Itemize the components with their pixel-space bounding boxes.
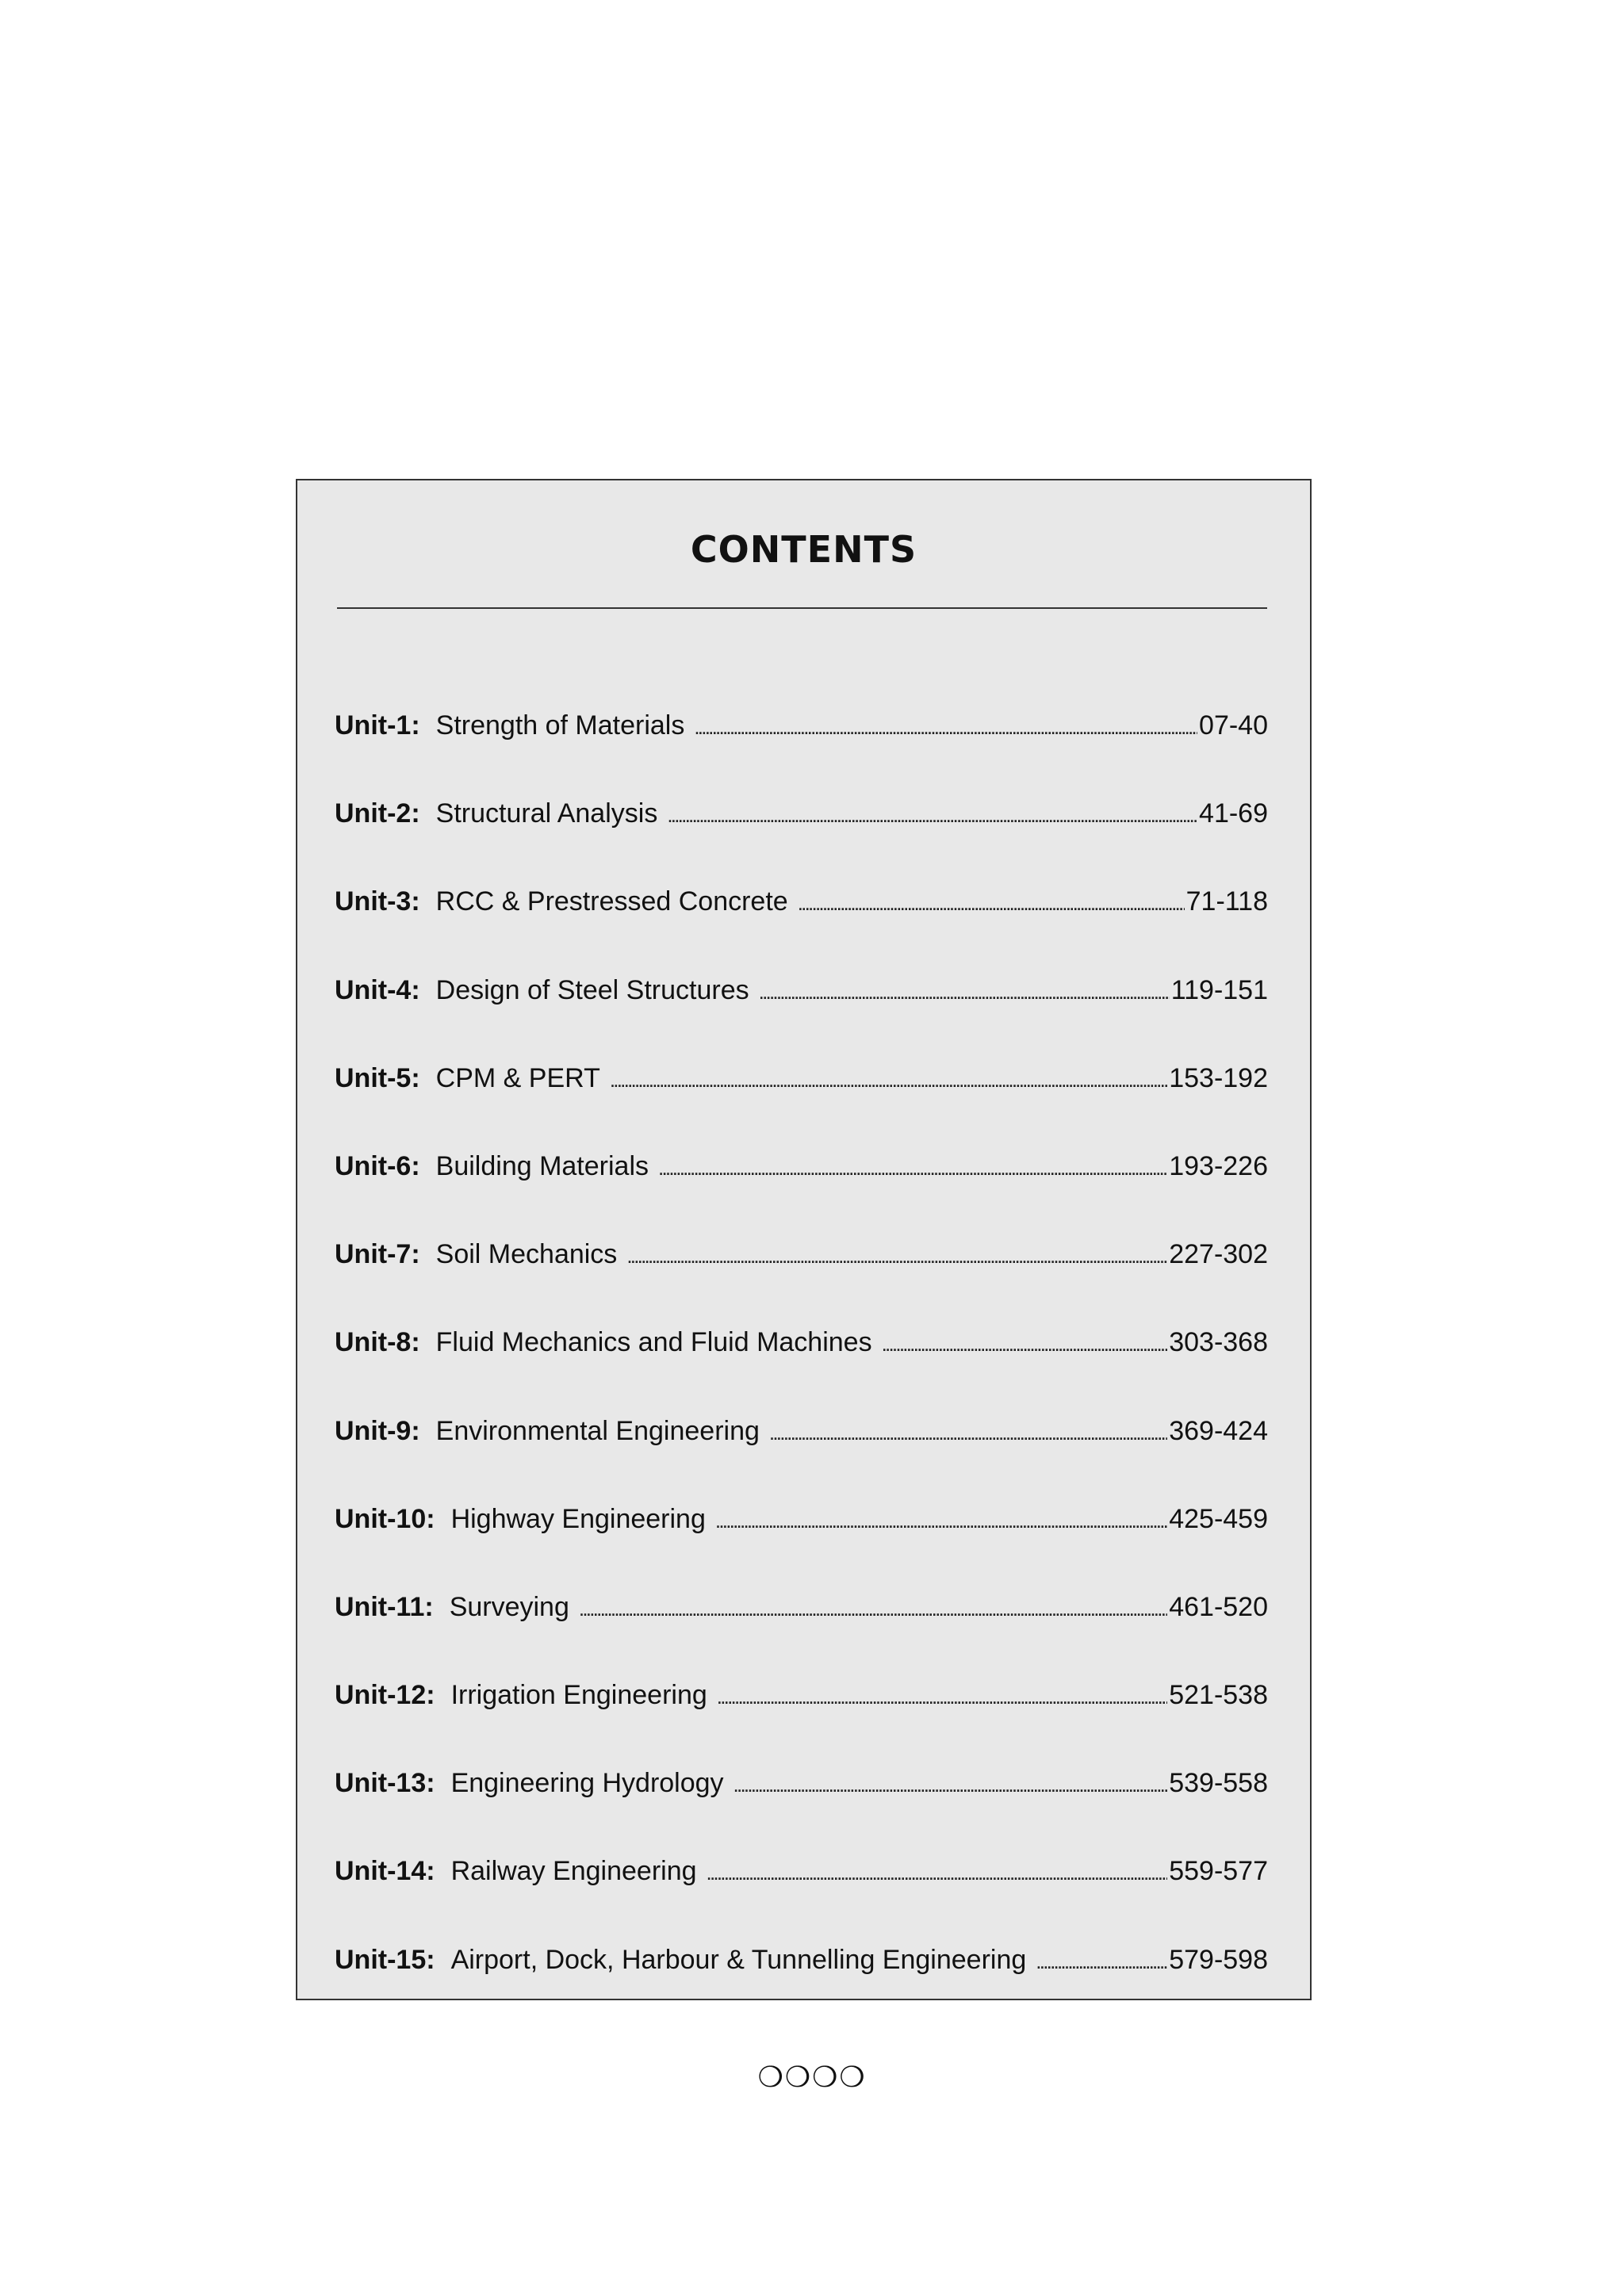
toc-page-range: 153-192: [1169, 1062, 1268, 1093]
title-divider: [337, 607, 1267, 609]
toc-leader-dots: [610, 1063, 1167, 1094]
toc-entry: [335, 1504, 1268, 1592]
toc-page-range: 369-424: [1169, 1415, 1268, 1446]
toc-entry: [335, 1856, 1268, 1944]
toc-leader-dots: [798, 886, 1185, 917]
toc-unit-label: Unit-6:: [335, 1150, 420, 1181]
toc-unit-label: Unit-4:: [335, 974, 420, 1005]
toc-page-range: 71-118: [1185, 886, 1268, 917]
toc-unit-label: Unit-12:: [335, 1680, 435, 1711]
toc-leader-dots: [658, 1151, 1167, 1182]
toc-unit-label: Unit-3:: [335, 886, 420, 917]
toc-page-range: 461-520: [1169, 1591, 1268, 1622]
toc-page-range: 119-151: [1170, 974, 1268, 1005]
toc-title: Irrigation Engineering: [450, 1680, 707, 1711]
toc-title: Soil Mechanics: [435, 1239, 618, 1270]
toc-leader-dots: [769, 1416, 1167, 1447]
toc-leader-dots: [579, 1592, 1167, 1623]
toc-page-range: 539-558: [1169, 1768, 1268, 1799]
toc-title: Surveying: [449, 1591, 569, 1622]
toc-entry: [335, 1592, 1268, 1680]
toc-title: Building Materials: [435, 1150, 649, 1181]
toc-unit-label: Unit-5:: [335, 1062, 420, 1093]
toc-leader-dots: [759, 975, 1170, 1006]
toc-entry: [335, 975, 1268, 1063]
toc-page-range: 193-226: [1169, 1150, 1268, 1181]
toc-unit-label: Unit-9:: [335, 1415, 420, 1446]
toc-unit-label: Unit-13:: [335, 1768, 435, 1799]
toc-page-range: 559-577: [1169, 1856, 1268, 1887]
toc-leader-dots: [1036, 1945, 1167, 1976]
toc-leader-dots: [882, 1327, 1168, 1358]
toc-page-range: 521-538: [1169, 1680, 1268, 1711]
toc-page-range: 425-459: [1169, 1503, 1268, 1534]
contents-box: [296, 479, 1312, 2000]
toc-page-range: 41-69: [1199, 798, 1268, 829]
toc-list: [335, 710, 1268, 2033]
toc-title: CPM & PERT: [435, 1062, 600, 1093]
toc-page-range: 07-40: [1199, 710, 1268, 740]
toc-unit-label: Unit-8:: [335, 1327, 420, 1358]
toc-title: Fluid Mechanics and Fluid Machines: [435, 1327, 872, 1358]
toc-entry: [335, 1151, 1268, 1239]
end-ornament: ❍❍❍❍: [757, 2061, 867, 2094]
toc-unit-label: Unit-7:: [335, 1239, 420, 1270]
toc-unit-label: Unit-14:: [335, 1856, 435, 1887]
toc-unit-label: Unit-11:: [335, 1591, 434, 1622]
toc-entry: [335, 1945, 1268, 2033]
toc-entry: [335, 1680, 1268, 1768]
toc-entry: [335, 710, 1268, 798]
toc-unit-label: Unit-1:: [335, 710, 420, 740]
toc-unit-label: Unit-15:: [335, 1944, 435, 1975]
toc-entry: [335, 886, 1268, 974]
toc-title: Environmental Engineering: [435, 1415, 760, 1446]
toc-entry: [335, 1416, 1268, 1504]
toc-title: Airport, Dock, Harbour & Tunnelling Engineering: [450, 1944, 1027, 1975]
toc-unit-label: Unit-2:: [335, 798, 420, 829]
toc-title: Highway Engineering: [450, 1503, 706, 1534]
toc-title: Engineering Hydrology: [450, 1768, 724, 1799]
toc-leader-dots: [717, 1680, 1167, 1711]
toc-leader-dots: [626, 1239, 1167, 1270]
toc-leader-dots: [733, 1768, 1168, 1799]
toc-title: Railway Engineering: [450, 1856, 697, 1887]
toc-entry: [335, 1063, 1268, 1151]
toc-page-range: 303-368: [1169, 1327, 1268, 1358]
toc-entry: [335, 798, 1268, 886]
toc-leader-dots: [694, 710, 1197, 741]
toc-title: Structural Analysis: [435, 798, 658, 829]
toc-title: Design of Steel Structures: [435, 974, 749, 1005]
toc-leader-dots: [667, 798, 1197, 829]
toc-entry: [335, 1768, 1268, 1856]
toc-entry: [335, 1327, 1268, 1415]
toc-leader-dots: [715, 1504, 1167, 1535]
page-title: CONTENTS: [690, 528, 917, 571]
toc-unit-label: Unit-10:: [335, 1503, 435, 1534]
toc-page-range: 579-598: [1169, 1944, 1268, 1975]
toc-leader-dots: [707, 1856, 1168, 1887]
toc-title: RCC & Prestressed Concrete: [435, 886, 788, 917]
toc-page-range: 227-302: [1169, 1239, 1268, 1270]
toc-title: Strength of Materials: [435, 710, 685, 740]
toc-entry: [335, 1239, 1268, 1327]
